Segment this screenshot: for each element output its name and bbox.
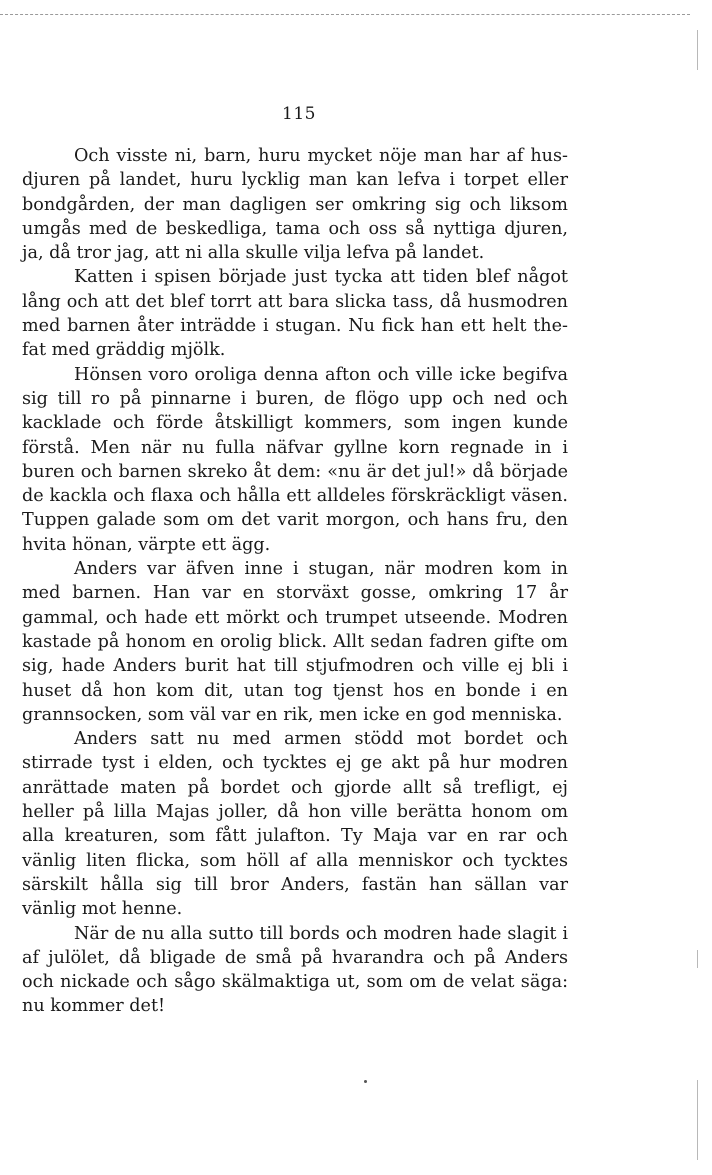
- paragraph: Och visste ni, barn, huru mycket nöje man har af husdjuren på landet, huru lycklig man kan lefva i torpet eller bondgården, der man dagligen ser omkring sig och liksom umgås med de beskedliga, tama och oss så nyttiga djuren, ja, då tror jag, att ni alla skulle vilja lefva på landet.: [22, 146, 568, 264]
- paragraph: Katten i spisen började just tycka att tiden blef något lång och att det blef torrt att bara slicka tass, då husmodren med barnen åter inträdde i stugan. Nu fick han ett helt thefat med gräddig mjölk.: [22, 267, 568, 361]
- scan-side-mark: [697, 30, 698, 70]
- page-number: 115: [282, 104, 316, 124]
- paragraph: Hönsen voro oroliga denna afton och ville icke begifva sig till ro på pinnarne i buren, de flögo upp och ned och kacklade och förde åtskilligt kommers, som ingen kunde förstå. Men när nu fulla näfvar gyllne korn regnade in i buren och barnen skreko åt dem: «nu är det jul!» då började de kackla och flaxa och hålla ett alldeles förskräckligt väsen. Tuppen galade som om det varit morgon, och hans fru, den hvita hönan, värpte ett ägg.: [22, 364, 568, 555]
- scan-top-edge: [0, 14, 690, 15]
- paragraph: Anders var äfven inne i stugan, när modren kom in med barnen. Han var en storväxt gosse, omkring 17 år gammal, och hade ett mörkt och trumpet utseende. Modren kastade på honom en orolig blick. Allt sedan fadren gifte om sig, hade Anders burit hat till stjufmodren och ville ej bli i huset då hon kom dit, utan tog tjenst hos en bonde i en grannsocken, som väl var en rik, men icke en god menniska.: [22, 559, 568, 725]
- scan-side-mark: [697, 1080, 698, 1160]
- scan-side-mark: [697, 950, 698, 968]
- paragraph: Anders satt nu med armen stödd mot bordet och stirrade tyst i elden, och tycktes ej ge akt på hur modren anrättade maten på bordet och gjorde allt så trefligt, ej heller på lilla Majas joller, då hon ville berätta honom om alla kreaturen, som fått julafton. Ty Maja var en rar och vänlig liten flicka, som höll af alla menniskor och tycktes särskilt hålla sig till bror Anders, fastän han sällan var vänlig mot henne.: [22, 729, 568, 920]
- page-body: [22, 144, 568, 1019]
- ink-speck: [364, 1080, 367, 1083]
- paragraph: När de nu alla sutto till bords och modren hade slagit i af julölet, då bligade de små på hvarandra och på Anders och nickade och sågo skälmaktiga ut, som om de velat säga: nu kommer det!: [22, 923, 568, 1017]
